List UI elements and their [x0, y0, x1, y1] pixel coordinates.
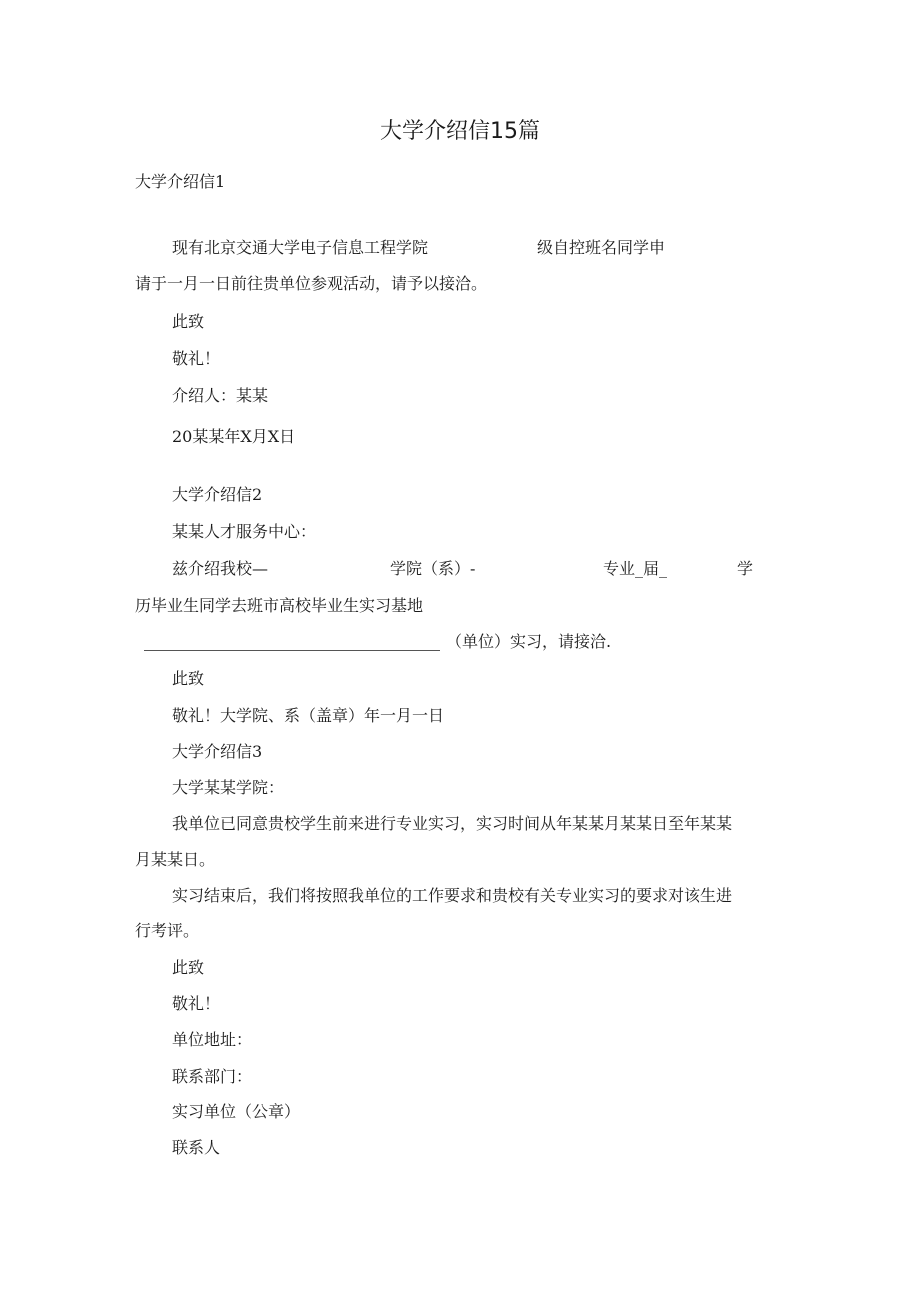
letter2-body-f: （单位）实习，请接洽. [446, 632, 612, 651]
letter2-body-c: 专业_届_ [603, 559, 668, 578]
letter2-closing: 敬礼！大学院、系（盖章）年一月一日 [172, 706, 445, 725]
letter1-greeting: 此致 [172, 312, 205, 331]
letter1-heading: 大学介绍信1 [135, 172, 226, 191]
letter3-contact: 联系人 [172, 1138, 221, 1157]
letter3-para2-b: 行考评。 [135, 921, 200, 940]
letter2-greeting: 此致 [172, 669, 205, 688]
blank-underline [144, 650, 440, 651]
letter3-salute: 敬礼！ [172, 994, 221, 1013]
letter1-body-b: 级自控班名同学申 [537, 238, 666, 257]
letter1-salute: 敬礼！ [172, 349, 221, 368]
letter3-para1-a: 我单位已同意贵校学生前来进行专业实习，实习时间从年某某月某某日至年某某 [172, 814, 733, 833]
letter3-address: 单位地址： [172, 1030, 253, 1049]
letter2-recipient: 某某人才服务中心： [172, 522, 317, 541]
letter2-heading: 大学介绍信2 [172, 485, 263, 504]
letter2-body-b: 学院（系）- [390, 559, 476, 578]
letter1-body-c: 请于一月一日前往贵单位参观活动，请予以接洽。 [135, 274, 488, 293]
letter3-recipient: 大学某某学院： [172, 778, 285, 797]
letter3-para2-a: 实习结束后，我们将按照我单位的工作要求和贵校有关专业实习的要求对该生进 [172, 886, 733, 905]
letter1-introducer: 介绍人：某某 [172, 386, 269, 405]
letter3-heading: 大学介绍信3 [172, 742, 263, 761]
document-title: 大学介绍信15篇 [380, 119, 540, 144]
letter3-greeting: 此致 [172, 958, 205, 977]
letter2-body-a: 兹介绍我校— [172, 559, 269, 578]
letter1-body-a: 现有北京交通大学电子信息工程学院 [172, 238, 429, 257]
letter2-body-d: 学 [737, 559, 754, 578]
letter3-para1-b: 月某某日。 [135, 850, 216, 869]
letter3-department: 联系部门： [172, 1067, 253, 1086]
letter3-seal: 实习单位（公章） [172, 1102, 301, 1121]
letter1-date: 20某某年X月X日 [172, 427, 296, 446]
letter2-body-e: 历毕业生同学去班市高校毕业生实习基地 [135, 596, 424, 615]
